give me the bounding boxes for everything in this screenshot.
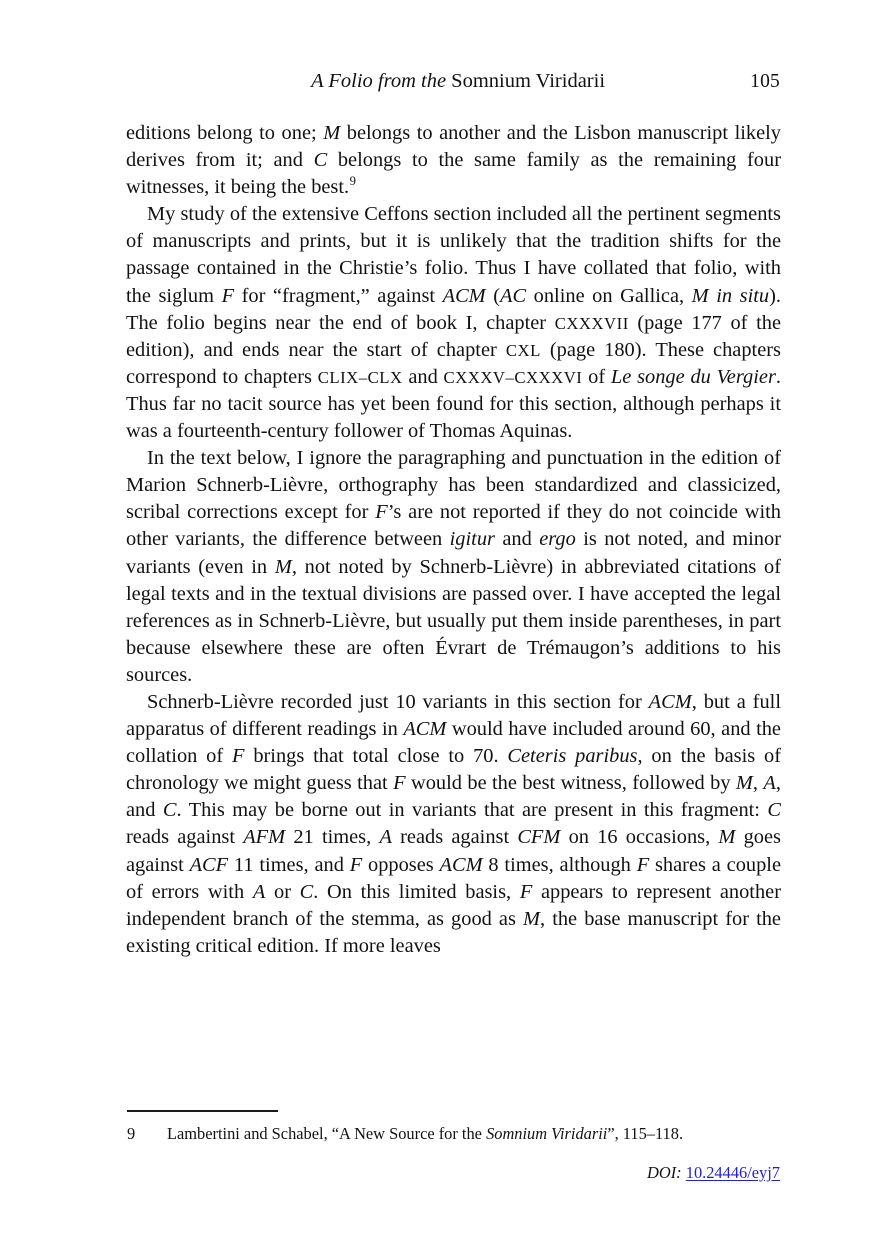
text-run: . Thus far no tacit source has yet been found for this section, although perhaps it was a fourteenth-century follower of Thomas Aquinas. xyxy=(126,365,781,443)
text-run: or xyxy=(265,880,300,903)
small-caps-run: CXXXVII xyxy=(554,313,629,333)
text-run: and xyxy=(494,528,540,551)
text-run: Lambertini and Schabel, “A New Source for the xyxy=(167,1124,487,1143)
text-run: appears to represent another independent branch of the stemma, as good as xyxy=(126,880,781,930)
running-head-title-roman: Somnium Viridarii xyxy=(451,70,606,92)
text-run: 21 times, xyxy=(285,826,380,849)
italic-run: AC xyxy=(500,284,527,307)
italic-run: A xyxy=(379,826,392,849)
italic-run: ergo xyxy=(539,528,576,551)
italic-run: A xyxy=(252,880,266,903)
text-run: (page 177 of the edition), and ends near the start of chapter xyxy=(126,311,782,361)
footnote-item xyxy=(127,1123,781,1144)
small-caps-run: CXXXV–CXXXVI xyxy=(443,367,583,387)
footnote-list xyxy=(127,1123,781,1144)
text-run: Schnerb-Lièvre recorded just 10 variants in this section for xyxy=(147,690,649,713)
italic-run: M in situ xyxy=(691,284,770,307)
italic-run: C xyxy=(162,799,177,822)
italic-run: Ceteris paribus xyxy=(507,745,638,768)
text-run: brings that total close to 70. xyxy=(244,745,508,768)
italic-run: M xyxy=(718,826,736,849)
para-editorial-method xyxy=(126,445,781,689)
text-run: editions belong to one; xyxy=(126,122,324,144)
italic-run: Somnium Viridarii xyxy=(486,1124,608,1143)
italic-run: F xyxy=(232,745,245,768)
italic-run: M xyxy=(274,555,292,578)
text-run: ( xyxy=(485,284,501,307)
italic-run: F xyxy=(221,284,235,307)
text-run: , on the basis of chronology we might guess that xyxy=(126,745,781,795)
italic-run: ACF xyxy=(189,853,229,876)
text-run: , not noted by Schnerb-Lièvre) in abbreviated citations of legal texts and in the textual divisions are passed over. I have accepted the legal references as in Schnerb-Lièvre, but usually put them inside parentheses, in part because elsewhere these are often Évrart de Trémaugon’s additions to his sources. xyxy=(126,555,781,686)
page-number: 105 xyxy=(750,71,780,92)
italic-run: F xyxy=(349,853,363,876)
italic-run: C xyxy=(299,880,314,903)
text-run: for “fragment,” against xyxy=(234,284,443,307)
footnote-rule xyxy=(127,1110,278,1112)
text-run: online on Gallica, xyxy=(526,284,692,307)
text-run: reads against xyxy=(126,826,244,849)
text-run: . On this limited basis, xyxy=(313,880,520,903)
text-run: ”, 115–118. xyxy=(607,1124,684,1143)
italic-run: C xyxy=(767,799,781,822)
italic-run: ACM xyxy=(439,853,483,876)
text-run: belongs to another and the Lisbon manuscript likely derives from it; and xyxy=(126,122,782,172)
text-run: , the base manuscript for the existing critical edition. If more leaves xyxy=(126,907,781,957)
small-caps-run: CLIX–CLX xyxy=(317,367,403,387)
italic-run: M xyxy=(523,907,541,930)
italic-run: F xyxy=(519,880,533,903)
footnote-number: 9 xyxy=(127,1124,136,1143)
text-run: shares a couple of errors with xyxy=(126,853,781,903)
para-variant-counts xyxy=(126,689,781,960)
italic-run: M xyxy=(735,772,753,795)
para-ceffons-study xyxy=(126,201,781,445)
italic-run: igitur xyxy=(449,528,495,551)
italic-run: ACM xyxy=(442,284,486,307)
text-run: , but a full apparatus of different readings in xyxy=(126,690,781,741)
italic-run: ACM xyxy=(403,718,447,741)
italic-run: F xyxy=(636,853,650,876)
italic-run: CFM xyxy=(517,826,561,849)
italic-run: C xyxy=(313,149,328,172)
footnote-text xyxy=(167,1123,781,1144)
text-run: reads against xyxy=(391,826,518,849)
text-run: goes against xyxy=(126,826,781,876)
text-run: ’s are not reported if they do not coincide with other variants, the difference between xyxy=(126,501,782,551)
text-run: . This may be borne out in variants that are present in this fragment: xyxy=(176,799,768,822)
italic-run: ACM xyxy=(648,690,692,713)
text-run: My study of the extensive Ceffons section included all the pertinent segments of manuscripts and prints, but it is unlikely that the tradition shifts for the passage contained in the Christie’s folio. Thus I have collated that folio, with the siglum xyxy=(126,203,781,307)
text-run: , xyxy=(752,772,764,795)
doi-link[interactable]: 10.24446/eyj7 xyxy=(685,1163,780,1182)
body-text xyxy=(126,120,781,960)
doi-label: DOI: xyxy=(647,1163,682,1182)
text-run: would be the best witness, followed by xyxy=(405,772,736,795)
text-run: opposes xyxy=(362,853,440,876)
text-run: ). The folio begins near the end of book I, chapter xyxy=(126,284,781,334)
text-run: belongs to the same family as the remaining four witnesses, it being the best. xyxy=(126,149,781,199)
italic-run: M xyxy=(323,122,341,144)
running-head-title xyxy=(126,70,750,93)
small-caps-run: CXL xyxy=(505,340,541,360)
italic-run: A xyxy=(763,772,776,795)
doi-line xyxy=(126,1163,780,1183)
text-run: 8 times, although xyxy=(482,853,637,876)
italic-run: F xyxy=(393,772,406,795)
text-run: (page 180). These chapters correspond to chapters xyxy=(126,338,781,388)
text-run: would have included around 60, and the collation of xyxy=(126,718,781,768)
text-run: on 16 occasions, xyxy=(560,826,719,849)
text-run: is not noted, and minor variants (even in xyxy=(126,528,781,578)
text-run: In the text below, I ignore the paragraphing and punctuation in the edition of Marion Schnerb-Lièvre, orthography has been standardized and classicized, scribal corrections except for xyxy=(126,447,781,524)
italic-run: Le songe du Vergier xyxy=(610,365,776,388)
italic-run: F xyxy=(375,501,388,524)
para-witnesses xyxy=(126,120,781,201)
text-run: and xyxy=(402,365,444,388)
text-run: of xyxy=(582,365,611,388)
running-head-title-italic: A Folio from the xyxy=(311,70,447,92)
text-run: , and xyxy=(126,772,781,822)
italic-run: AFM xyxy=(243,826,286,849)
text-run: 11 times, and xyxy=(228,853,350,876)
running-head xyxy=(126,70,780,100)
footnote-marker[interactable]: 9 xyxy=(349,174,356,189)
